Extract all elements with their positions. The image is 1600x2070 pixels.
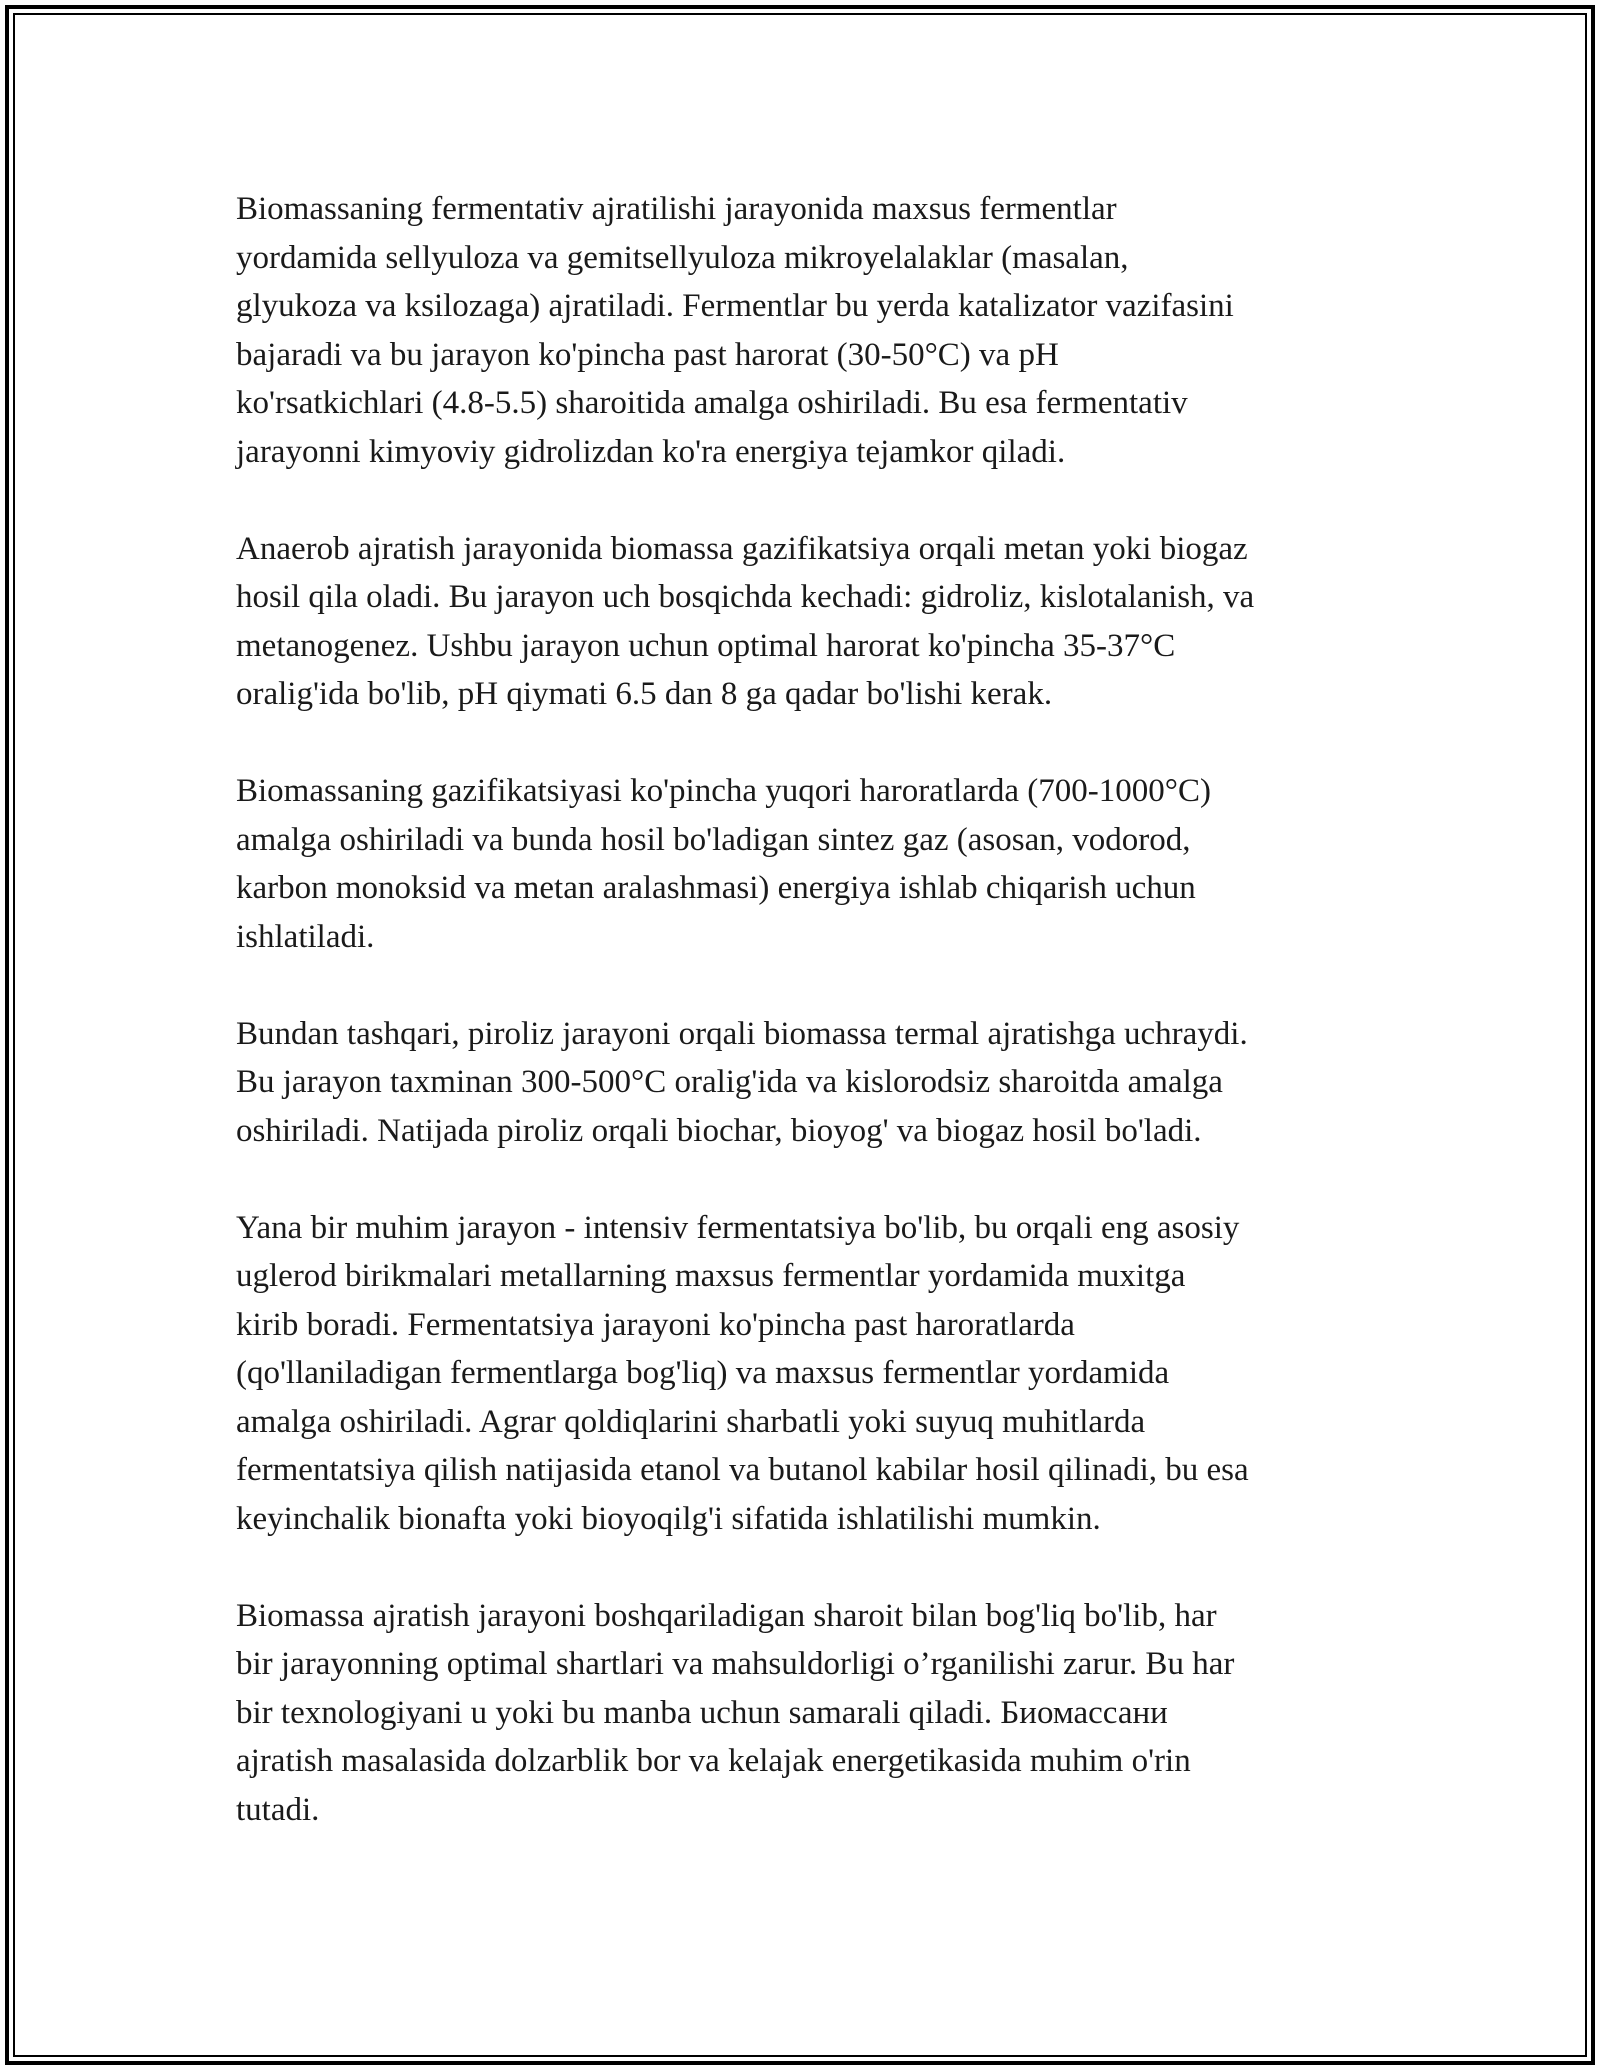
paragraph-conclusion: Biomassa ajratish jarayoni boshqariladigan sharoit bilan bog'liq bo'lib, har bir jarayonning optimal shartlari va mahsuldorligi o’rganilishi zarur. Bu har bir texnologiyani u yoki bu manba uchun samarali qiladi. Биомассани ajratish masalasida dolzarblik bor va kelajak energetikasida muhim o'rin tutadi. <box>236 1597 1235 1828</box>
paragraph-anaerobic-digestion: Anaerob ajratish jarayonida biomassa gazifikatsiya orqali metan yoki biogaz hosil qila oladi. Bu jarayon uch bosqichda kechadi: gidroliz, kislotalanish, va metanogenez. Ushbu jarayon uchun optimal harorat ko'pincha 35-37°C oralig'ida bo'lib, pH qiymati 6.5 dan 8 ga qadar bo'lishi kerak. <box>236 530 1255 712</box>
paragraph-gasification: Biomassaning gazifikatsiyasi ko'pincha yuqori haroratlarda (700-1000°C) amalga oshiriladi va bunda hosil bo'ladigan sintez gaz (asosan, vodorod, karbon monoksid va metan aralashmasi) energiya ishlab chiqarish uchun ishlatiladi. <box>236 773 1211 955</box>
paragraph-enzymatic-hydrolysis: Biomassaning fermentativ ajratilishi jarayonida maxsus fermentlar yordamida sellyuloza va gemitsellyuloza mikroyelalaklar (masalan, glyukoza va ksilozaga) ajratiladi. Fermentlar bu yerda katalizator vazifasini bajaradi va bu jarayon ko'pincha past harorat (30-50°C) va pH ko'rsatkichlari (4.8-5.5) sharoitida amalga oshiriladi. Bu esa fermentativ jarayonni kimyoviy gidrolizdan ko'ra energiya tejamkor qiladi. <box>236 191 1234 470</box>
document-body <box>236 185 1386 1883</box>
paragraph-fermentation: Yana bir muhim jarayon - intensiv fermentatsiya bo'lib, bu orqali eng asosiy uglerod birikmalari metallarning maxsus fermentlar yordamida muxitga kirib boradi. Fermentatsiya jarayoni ko'pincha past haroratlarda (qo'llaniladigan fermentlarga bog'liq) va maxsus fermentlar yordamida amalga oshiriladi. Agrar qoldiqlarini sharbatli yoki suyuq muhitlarda fermentatsiya qilish natijasida etanol va butanol kabilar hosil qilinadi, bu esa keyinchalik bionafta yoki bioyoqilg'i sifatida ishlatilishi mumkin. <box>236 1209 1249 1537</box>
paragraph-pyrolysis: Bundan tashqari, piroliz jarayoni orqali biomassa termal ajratishga uchraydi. Bu jarayon taxminan 300-500°C oralig'ida va kislorodsiz sharoitda amalga oshiriladi. Natijada piroliz orqali biochar, bioyog' va biogaz hosil bo'ladi. <box>236 1015 1248 1149</box>
